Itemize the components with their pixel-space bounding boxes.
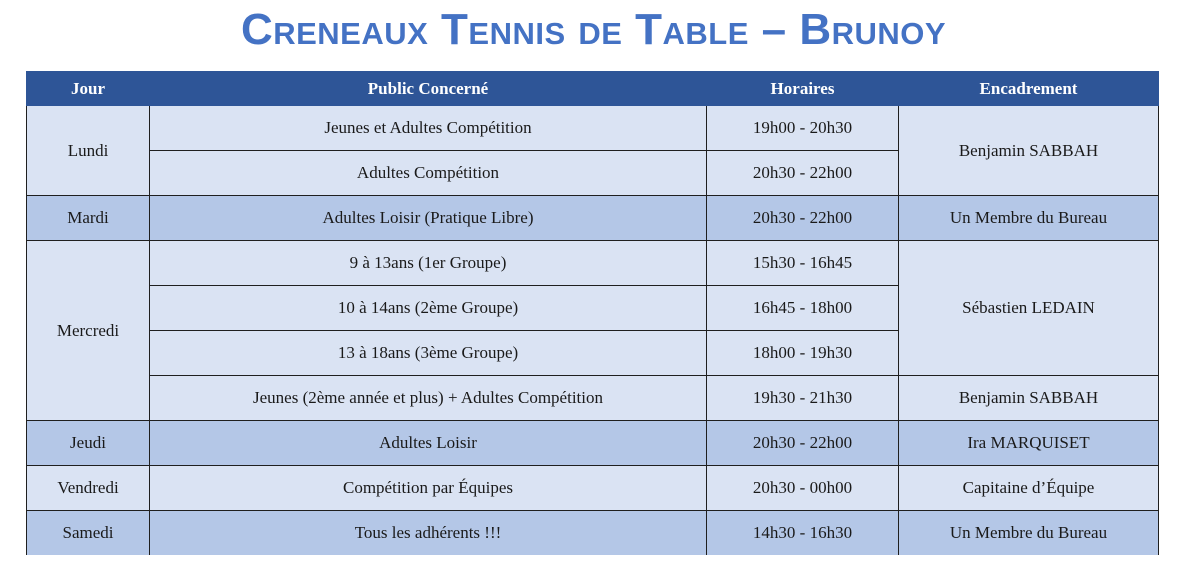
cell-horaire: 14h30 - 16h30: [707, 511, 899, 556]
cell-horaire: 16h45 - 18h00: [707, 286, 899, 331]
cell-encadrement: Sébastien LEDAIN: [899, 241, 1159, 376]
cell-public: 13 à 18ans (3ème Groupe): [150, 331, 707, 376]
cell-horaire: 19h30 - 21h30: [707, 376, 899, 421]
cell-public: Adultes Loisir (Pratique Libre): [150, 196, 707, 241]
cell-jour: Lundi: [27, 106, 150, 196]
cell-public: Jeunes et Adultes Compétition: [150, 106, 707, 151]
table-row: [27, 196, 1159, 241]
cell-horaire: 15h30 - 16h45: [707, 241, 899, 286]
header-horaires: Horaires: [707, 72, 899, 106]
cell-jour: Mercredi: [27, 241, 150, 421]
cell-jour: Samedi: [27, 511, 150, 556]
cell-public: Adultes Loisir: [150, 421, 707, 466]
cell-horaire: 20h30 - 22h00: [707, 151, 899, 196]
header-public: Public Concerné: [150, 72, 707, 106]
cell-public: Tous les adhérents !!!: [150, 511, 707, 556]
cell-public: 10 à 14ans (2ème Groupe): [150, 286, 707, 331]
cell-encadrement: Un Membre du Bureau: [899, 511, 1159, 556]
cell-public: Adultes Compétition: [150, 151, 707, 196]
cell-encadrement: Ira MARQUISET: [899, 421, 1159, 466]
page-title: Creneaux Tennis de Table – Brunoy: [240, 5, 947, 54]
table-row: [27, 511, 1159, 556]
table-row: [27, 421, 1159, 466]
schedule-table: [26, 71, 1159, 555]
cell-horaire: 20h30 - 22h00: [707, 421, 899, 466]
cell-encadrement: Benjamin SABBAH: [899, 376, 1159, 421]
header-encadrement: Encadrement: [899, 72, 1159, 106]
cell-public: Jeunes (2ème année et plus) + Adultes Compétition: [150, 376, 707, 421]
cell-public: 9 à 13ans (1er Groupe): [150, 241, 707, 286]
cell-encadrement: Benjamin SABBAH: [899, 106, 1159, 196]
table-row: [27, 466, 1159, 511]
cell-jour: Mardi: [27, 196, 150, 241]
header-jour: Jour: [27, 72, 150, 106]
cell-horaire: 19h00 - 20h30: [707, 106, 899, 151]
table-row: [27, 241, 1159, 286]
table-row: [27, 376, 1159, 421]
table-row: [27, 106, 1159, 151]
table-header-row: [27, 72, 1159, 106]
cell-horaire: 18h00 - 19h30: [707, 331, 899, 376]
cell-horaire: 20h30 - 00h00: [707, 466, 899, 511]
cell-public: Compétition par Équipes: [150, 466, 707, 511]
cell-jour: Vendredi: [27, 466, 150, 511]
cell-horaire: 20h30 - 22h00: [707, 196, 899, 241]
cell-encadrement: Capitaine d’Équipe: [899, 466, 1159, 511]
cell-encadrement: Un Membre du Bureau: [899, 196, 1159, 241]
cell-jour: Jeudi: [27, 421, 150, 466]
